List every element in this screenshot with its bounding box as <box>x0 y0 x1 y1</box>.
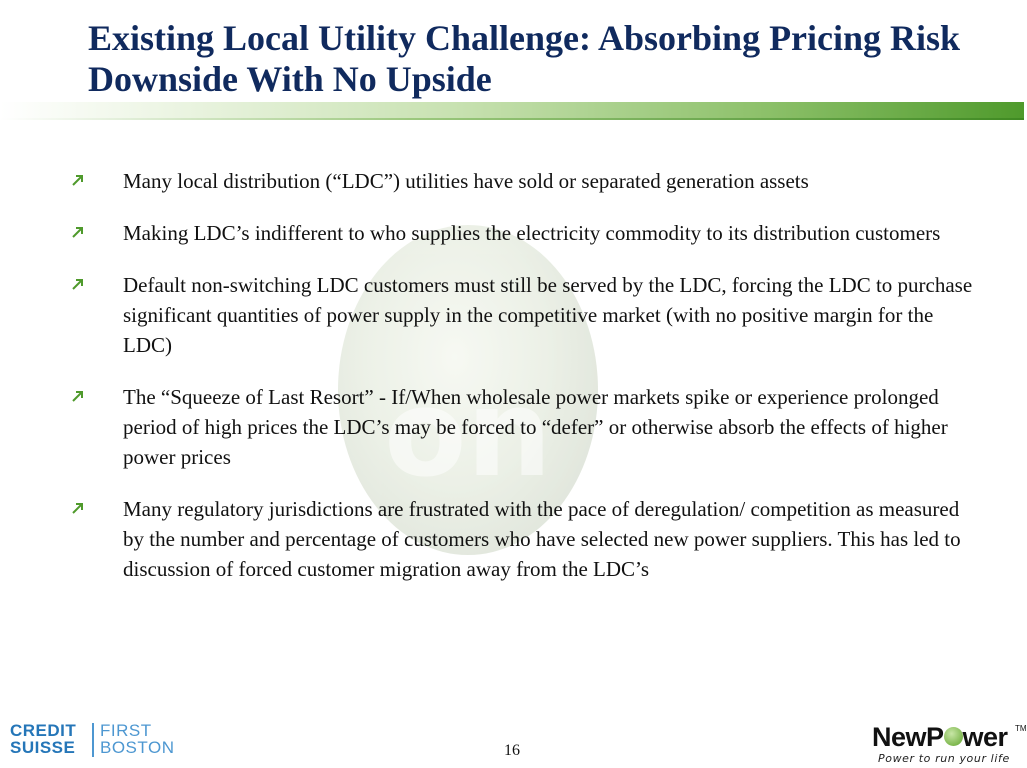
csfb-suisse: SUISSE <box>10 738 76 757</box>
csfb-credit: CREDIT <box>10 721 77 740</box>
bullet-item <box>70 494 980 584</box>
header-green-line <box>0 118 1024 120</box>
bullet-text: Many regulatory jurisdictions are frustrated with the pace of deregulation/ competition as measured by the number and percentage of customers who have selected new power suppliers. This has led to discussion of forced customer migration away from the LDC’s <box>123 497 961 581</box>
arrow-bullet-icon <box>70 388 86 404</box>
bullet-item <box>70 382 980 472</box>
arrow-bullet-icon <box>70 500 86 516</box>
bullet-item <box>70 218 980 248</box>
newpower-word-suffix: wer <box>962 722 1008 752</box>
bullet-list <box>70 166 980 606</box>
bullet-text: The “Squeeze of Last Resort” - If/When wholesale power markets spike or experience prolonged period of high prices the LDC’s may be forced to “defer” or otherwise absorb the effects of higher power prices <box>123 385 948 469</box>
green-orb-icon <box>944 727 963 746</box>
trademark-mark: TM <box>1015 724 1027 733</box>
newpower-wordmark <box>872 722 1008 752</box>
newpower-tagline: Power to run your life <box>878 752 1010 765</box>
watermark-text: on <box>384 365 552 504</box>
arrow-bullet-icon <box>70 276 86 292</box>
csfb-first: FIRST <box>100 721 152 740</box>
bullet-text: Default non-switching LDC customers must still be served by the LDC, forcing the LDC to purchase significant quantities of power supply in the competitive market (with no positive margin for the LDC) <box>123 273 973 357</box>
newpower-logo <box>872 722 1027 766</box>
csfb-boston: BOSTON <box>100 738 175 757</box>
bullet-text: Many local distribution (“LDC”) utilities have sold or separated generation assets <box>123 169 809 193</box>
newpower-word-prefix: NewP <box>872 722 944 752</box>
bullet-item <box>70 166 980 196</box>
bullet-item <box>70 270 980 360</box>
bullet-text: Making LDC’s indifferent to who supplies the electricity commodity to its distribution customers <box>123 221 941 245</box>
arrow-bullet-icon <box>70 172 86 188</box>
slide-title: Existing Local Utility Challenge: Absorbing Pricing Risk Downside With No Upside <box>88 18 961 99</box>
page-number: 16 <box>504 742 520 759</box>
arrow-bullet-icon <box>70 224 86 240</box>
